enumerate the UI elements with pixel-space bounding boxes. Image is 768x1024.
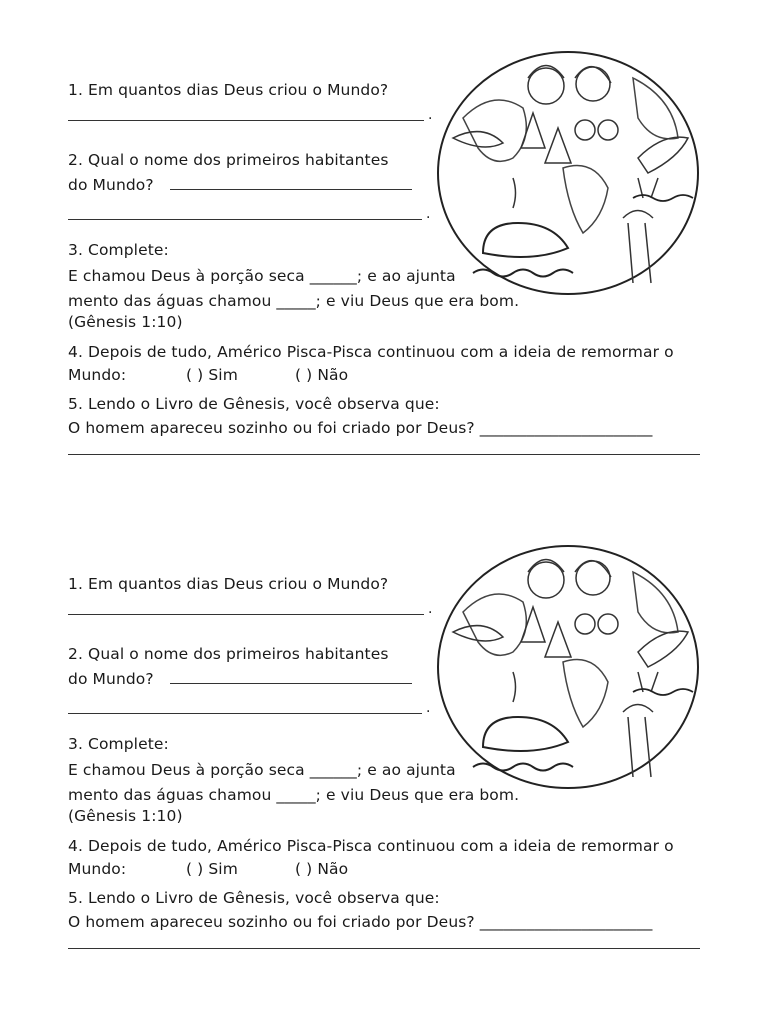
answer-line-dot: . (428, 107, 433, 123)
option-yes: ( ) Sim (186, 366, 238, 384)
option-no: ( ) Não (295, 860, 349, 878)
answer-line-1 (68, 120, 424, 121)
answer-line-5 (68, 454, 700, 455)
worksheet-1 (0, 38, 768, 508)
question-5-line-1: 5. Lendo o Livro de Gênesis, você observa que: (68, 889, 440, 907)
question-1-text: 1. Em quantos dias Deus criou o Mundo? (68, 81, 389, 99)
question-4-line-1: 4. Depois de tudo, Américo Pisca-Pisca continuou com a ideia de remormar o (68, 343, 674, 361)
question-4-label: Mundo: (68, 860, 127, 878)
question-3-heading: 3. Complete: (68, 735, 169, 753)
question-2-line-1: 2. Qual o nome dos primeiros habitantes (68, 151, 389, 169)
answer-line-2a (170, 683, 412, 684)
creation-globe-illustration-icon (433, 542, 703, 792)
option-yes: ( ) Sim (186, 860, 238, 878)
answer-line-2a (170, 189, 412, 190)
question-4-label: Mundo: (68, 366, 127, 384)
globe-svg (433, 542, 703, 792)
answer-line-dot: . (426, 700, 431, 716)
answer-line-2b (68, 713, 422, 714)
question-2-line-2: do Mundo? (68, 670, 154, 688)
question-3-line-2: mento das águas chamou _____; e viu Deus que era bom. (68, 786, 520, 804)
question-2-line-2: do Mundo? (68, 176, 154, 194)
globe-svg (433, 48, 703, 298)
question-2-line-1: 2. Qual o nome dos primeiros habitantes (68, 645, 389, 663)
question-5-line-2: O homem apareceu sozinho ou foi criado por Deus? ______________________ (68, 913, 653, 931)
question-3-line-1: E chamou Deus à porção seca ______; e ao ajunta (68, 761, 456, 779)
question-4-line-1: 4. Depois de tudo, Américo Pisca-Pisca continuou com a ideia de remormar o (68, 837, 674, 855)
answer-line-1 (68, 614, 424, 615)
question-5-line-2: O homem apareceu sozinho ou foi criado por Deus? ______________________ (68, 419, 653, 437)
question-3-reference: (Gênesis 1:10) (68, 807, 183, 825)
answer-line-2b (68, 219, 422, 220)
question-1-text: 1. Em quantos dias Deus criou o Mundo? (68, 575, 389, 593)
creation-globe-illustration-icon (433, 48, 703, 298)
answer-line-dot: . (428, 601, 433, 617)
worksheet-2 (0, 532, 768, 1002)
answer-line-dot: . (426, 206, 431, 222)
question-3-line-1: E chamou Deus à porção seca ______; e ao ajunta (68, 267, 456, 285)
answer-line-5 (68, 948, 700, 949)
question-5-line-1: 5. Lendo o Livro de Gênesis, você observa que: (68, 395, 440, 413)
question-3-reference: (Gênesis 1:10) (68, 313, 183, 331)
question-3-line-2: mento das águas chamou _____; e viu Deus que era bom. (68, 292, 520, 310)
question-3-heading: 3. Complete: (68, 241, 169, 259)
option-no: ( ) Não (295, 366, 349, 384)
